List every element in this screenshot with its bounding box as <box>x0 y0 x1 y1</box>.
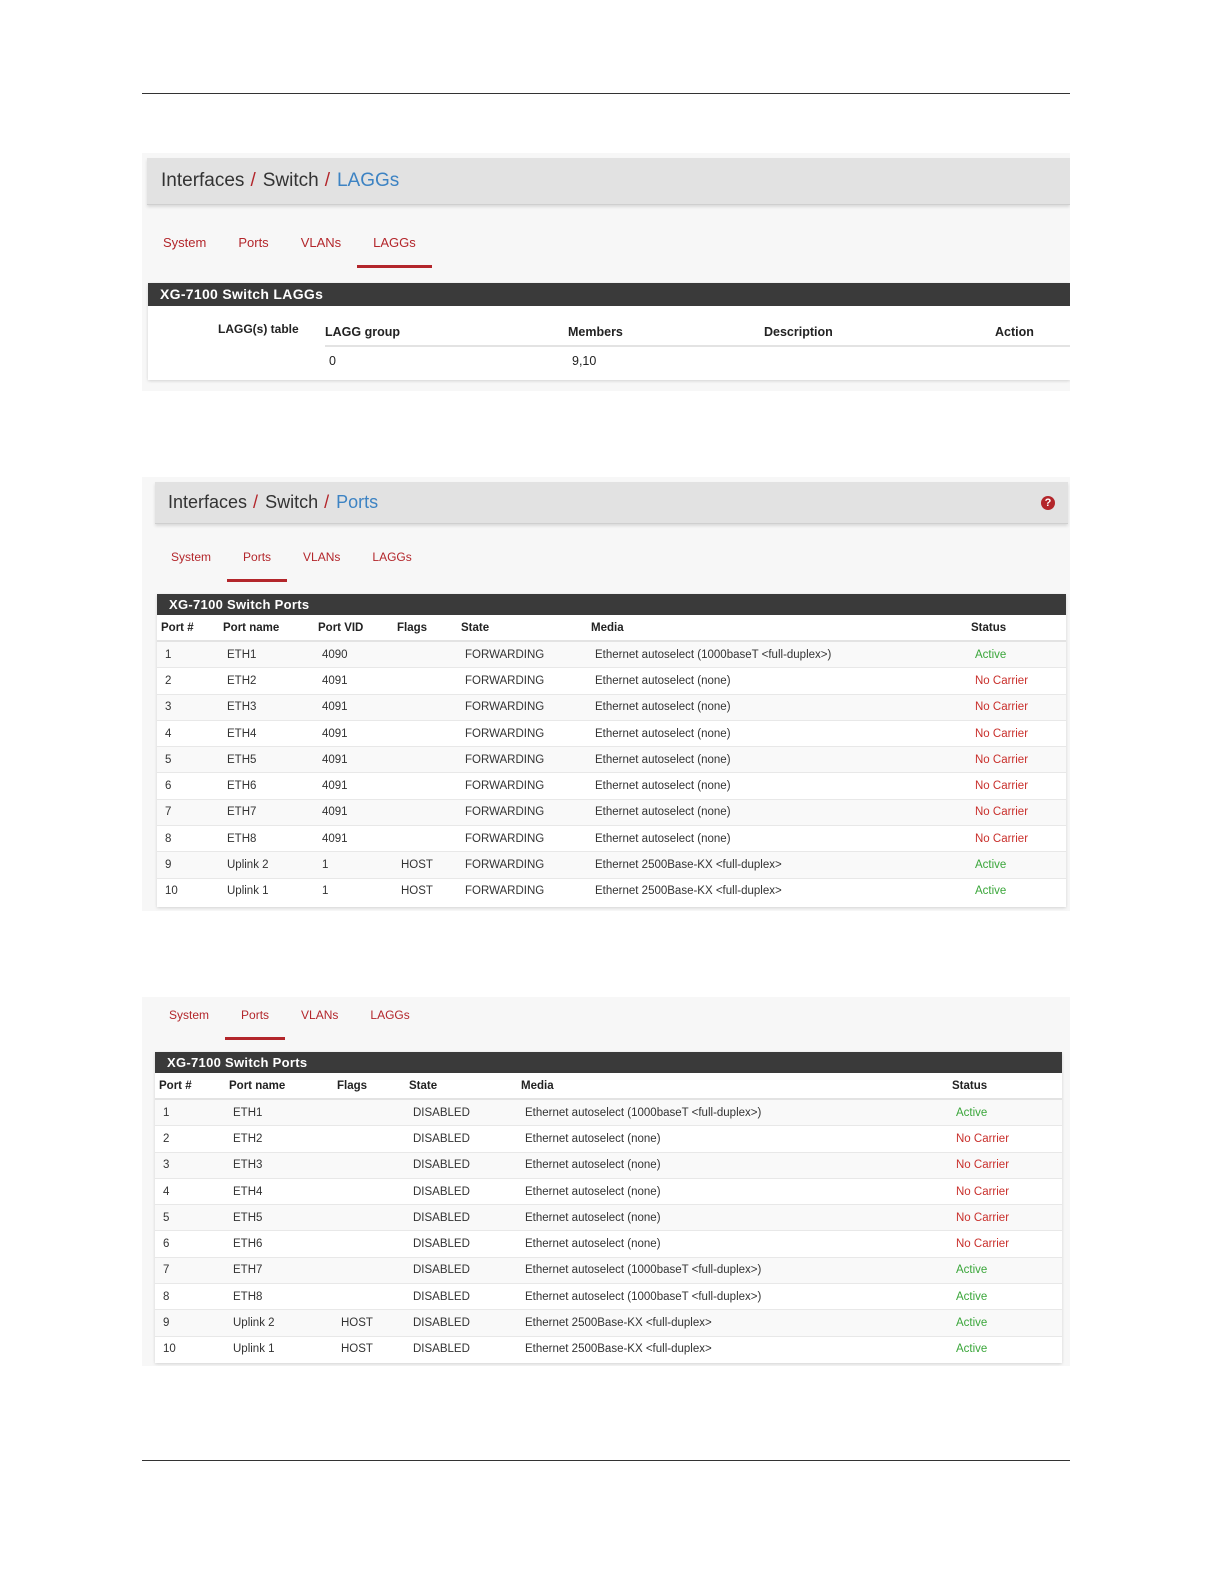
port-name-cell: ETH7 <box>225 1257 333 1283</box>
port-state-cell: DISABLED <box>405 1310 517 1336</box>
port-state-cell: DISABLED <box>405 1126 517 1152</box>
tab-system[interactable]: System <box>163 235 207 250</box>
port-status-cell: Active <box>948 1099 1062 1126</box>
table-row <box>157 852 1066 878</box>
question-circle-icon[interactable]: ? <box>1041 496 1055 510</box>
port-name-cell: Uplink 1 <box>219 878 314 904</box>
port-status-cell: No Carrier <box>948 1126 1062 1152</box>
lagg-action-cell <box>995 346 1070 375</box>
breadcrumb-switch[interactable]: Switch <box>262 170 319 191</box>
tab-bar <box>155 542 428 578</box>
port-port-cell: 5 <box>157 747 219 773</box>
port-name-cell: ETH5 <box>219 747 314 773</box>
port-flags-cell <box>333 1231 405 1257</box>
table-row <box>157 747 1066 773</box>
port-flags-cell: HOST <box>333 1336 405 1362</box>
table-row <box>155 1205 1062 1231</box>
breadcrumb-switch[interactable]: Switch <box>265 492 319 512</box>
tab-bar <box>147 228 432 264</box>
port-state-cell: FORWARDING <box>457 799 587 825</box>
port-state-cell: FORWARDING <box>457 852 587 878</box>
port-flags-cell: HOST <box>333 1310 405 1336</box>
port-port-cell: 8 <box>155 1284 225 1310</box>
port-port-cell: 1 <box>157 641 219 668</box>
tab-ports[interactable]: Ports <box>238 235 269 250</box>
table-row <box>155 1257 1062 1283</box>
port-flags-cell <box>393 641 457 668</box>
port-status-cell: No Carrier <box>967 799 1066 825</box>
col-members: Members <box>568 319 764 346</box>
port-media-cell: Ethernet autoselect (1000baseT <full-duplex>) <box>587 641 967 668</box>
breadcrumb <box>147 158 1070 205</box>
breadcrumb-separator: / <box>324 170 330 191</box>
port-media-cell: Ethernet autoselect (none) <box>517 1126 948 1152</box>
table-row <box>157 799 1066 825</box>
port-vid-cell: 4091 <box>314 773 393 799</box>
col-state: State <box>405 1073 517 1099</box>
port-port-cell: 10 <box>155 1336 225 1362</box>
ports-screenshot <box>142 477 1070 911</box>
port-state-cell: DISABLED <box>405 1231 517 1257</box>
port-media-cell: Ethernet autoselect (none) <box>517 1178 948 1204</box>
port-status-cell: Active <box>967 641 1066 668</box>
port-status-cell: Active <box>948 1284 1062 1310</box>
port-flags-cell <box>393 799 457 825</box>
tab-laggs[interactable]: LAGGs <box>357 228 432 264</box>
port-flags-cell <box>393 773 457 799</box>
port-status-cell: No Carrier <box>948 1205 1062 1231</box>
col-port-name: Port name <box>219 615 314 641</box>
port-state-cell: FORWARDING <box>457 694 587 720</box>
port-name-cell: ETH8 <box>225 1284 333 1310</box>
port-flags-cell <box>393 747 457 773</box>
port-port-cell: 6 <box>157 773 219 799</box>
port-port-cell: 4 <box>155 1178 225 1204</box>
port-media-cell: Ethernet 2500Base-KX <full-duplex> <box>587 878 967 904</box>
port-status-cell: Active <box>948 1336 1062 1362</box>
breadcrumb <box>155 482 1068 524</box>
port-media-cell: Ethernet autoselect (none) <box>587 720 967 746</box>
port-state-cell: FORWARDING <box>457 668 587 694</box>
port-flags-cell <box>333 1205 405 1231</box>
port-vid-cell: 4091 <box>314 720 393 746</box>
port-port-cell: 1 <box>155 1099 225 1126</box>
port-status-cell: No Carrier <box>948 1152 1062 1178</box>
port-flags-cell <box>333 1178 405 1204</box>
tab-ports[interactable]: Ports <box>227 542 287 578</box>
page-bottom-rule <box>142 1460 1070 1461</box>
tab-laggs[interactable]: LAGGs <box>372 550 412 564</box>
port-media-cell: Ethernet 2500Base-KX <full-duplex> <box>587 852 967 878</box>
port-name-cell: ETH4 <box>219 720 314 746</box>
port-state-cell: DISABLED <box>405 1205 517 1231</box>
port-state-cell: FORWARDING <box>457 720 587 746</box>
table-row <box>157 826 1066 852</box>
tab-vlans[interactable]: VLANs <box>300 235 342 250</box>
port-status-cell: No Carrier <box>967 668 1066 694</box>
lagg-table-label: LAGG(s) table <box>218 322 299 336</box>
port-name-cell: ETH3 <box>225 1152 333 1178</box>
port-port-cell: 10 <box>157 878 219 904</box>
port-name-cell: Uplink 2 <box>225 1310 333 1336</box>
port-flags-cell <box>333 1099 405 1126</box>
col-port-number: Port # <box>157 615 219 641</box>
table-row <box>155 1126 1062 1152</box>
table-row <box>155 1284 1062 1310</box>
port-state-cell: FORWARDING <box>457 773 587 799</box>
table-row <box>155 1336 1062 1362</box>
port-vid-cell: 1 <box>314 878 393 904</box>
table-row <box>155 1310 1062 1336</box>
port-state-cell: FORWARDING <box>457 747 587 773</box>
port-port-cell: 9 <box>157 852 219 878</box>
port-media-cell: Ethernet autoselect (none) <box>587 826 967 852</box>
port-flags-cell <box>333 1152 405 1178</box>
port-flags-cell <box>393 668 457 694</box>
port-name-cell: ETH1 <box>219 641 314 668</box>
port-media-cell: Ethernet autoselect (none) <box>587 799 967 825</box>
port-port-cell: 5 <box>155 1205 225 1231</box>
tab-bar <box>153 1000 426 1036</box>
port-status-cell: No Carrier <box>967 773 1066 799</box>
port-name-cell: Uplink 1 <box>225 1336 333 1362</box>
table-row <box>157 773 1066 799</box>
table-row <box>325 346 1070 375</box>
col-lagg-group: LAGG group <box>325 319 568 346</box>
port-state-cell: FORWARDING <box>457 878 587 904</box>
port-media-cell: Ethernet autoselect (1000baseT <full-duplex>) <box>517 1099 948 1126</box>
breadcrumb-separator: / <box>250 170 256 191</box>
port-state-cell: FORWARDING <box>457 641 587 668</box>
port-status-cell: Active <box>967 878 1066 904</box>
port-flags-cell: HOST <box>393 878 457 904</box>
tab-system[interactable]: System <box>171 550 212 564</box>
breadcrumb-interfaces[interactable]: Interfaces <box>168 492 248 512</box>
port-vid-cell: 4091 <box>314 747 393 773</box>
port-name-cell: ETH2 <box>219 668 314 694</box>
ports-disabled-screenshot <box>142 997 1070 1366</box>
port-media-cell: Ethernet autoselect (1000baseT <full-duplex>) <box>517 1257 948 1283</box>
table-row <box>155 1178 1062 1204</box>
port-state-cell: DISABLED <box>405 1257 517 1283</box>
port-status-cell: Active <box>967 852 1066 878</box>
port-vid-cell: 4091 <box>314 668 393 694</box>
lagg-members-cell: 9,10 <box>572 354 597 368</box>
port-status-cell: No Carrier <box>948 1178 1062 1204</box>
port-media-cell: Ethernet 2500Base-KX <full-duplex> <box>517 1336 948 1362</box>
port-port-cell: 9 <box>155 1310 225 1336</box>
ports-table <box>155 1073 1062 1362</box>
port-media-cell: Ethernet autoselect (none) <box>517 1231 948 1257</box>
port-status-cell: No Carrier <box>967 747 1066 773</box>
port-port-cell: 6 <box>155 1231 225 1257</box>
table-row <box>157 694 1066 720</box>
port-name-cell: ETH4 <box>225 1178 333 1204</box>
port-status-cell: No Carrier <box>948 1231 1062 1257</box>
port-vid-cell: 4091 <box>314 826 393 852</box>
port-port-cell: 7 <box>157 799 219 825</box>
port-vid-cell: 4090 <box>314 641 393 668</box>
col-flags: Flags <box>393 615 457 641</box>
col-port-vid: Port VID <box>314 615 393 641</box>
port-port-cell: 3 <box>157 694 219 720</box>
port-media-cell: Ethernet autoselect (none) <box>517 1152 948 1178</box>
col-status: Status <box>948 1073 1062 1099</box>
breadcrumb-current: LAGGs <box>336 170 400 191</box>
port-vid-cell: 4091 <box>314 694 393 720</box>
col-flags: Flags <box>333 1073 405 1099</box>
port-flags-cell <box>333 1257 405 1283</box>
port-flags-cell <box>393 694 457 720</box>
port-status-cell: Active <box>948 1257 1062 1283</box>
tab-vlans[interactable]: VLANs <box>301 1008 339 1022</box>
port-status-cell: Active <box>948 1310 1062 1336</box>
breadcrumb-separator: / <box>253 492 259 512</box>
table-row <box>155 1152 1062 1178</box>
port-status-cell: No Carrier <box>967 694 1066 720</box>
port-state-cell: DISABLED <box>405 1336 517 1362</box>
port-flags-cell: HOST <box>393 852 457 878</box>
port-name-cell: ETH8 <box>219 826 314 852</box>
port-port-cell: 4 <box>157 720 219 746</box>
table-row <box>157 878 1066 904</box>
col-state: State <box>457 615 587 641</box>
ports-table <box>157 615 1066 904</box>
port-vid-cell: 4091 <box>314 799 393 825</box>
port-flags-cell <box>393 826 457 852</box>
port-port-cell: 8 <box>157 826 219 852</box>
port-name-cell: ETH7 <box>219 799 314 825</box>
port-vid-cell: 1 <box>314 852 393 878</box>
port-media-cell: Ethernet autoselect (none) <box>587 668 967 694</box>
tab-laggs[interactable]: LAGGs <box>370 1008 410 1022</box>
tab-vlans[interactable]: VLANs <box>303 550 341 564</box>
port-state-cell: DISABLED <box>405 1284 517 1310</box>
port-state-cell: FORWARDING <box>457 826 587 852</box>
port-state-cell: DISABLED <box>405 1099 517 1126</box>
col-description: Description <box>764 319 995 346</box>
col-media: Media <box>517 1073 948 1099</box>
col-port-number: Port # <box>155 1073 225 1099</box>
port-media-cell: Ethernet autoselect (none) <box>587 694 967 720</box>
breadcrumb-separator: / <box>324 492 330 512</box>
lagg-screenshot <box>142 153 1070 391</box>
port-flags-cell <box>333 1284 405 1310</box>
table-row <box>157 720 1066 746</box>
port-media-cell: Ethernet autoselect (none) <box>587 773 967 799</box>
table-row <box>155 1099 1062 1126</box>
panel-title: XG-7100 Switch Ports <box>157 594 1066 615</box>
port-state-cell: DISABLED <box>405 1152 517 1178</box>
col-status: Status <box>967 615 1066 641</box>
port-name-cell: ETH1 <box>225 1099 333 1126</box>
breadcrumb-current: Ports <box>336 492 379 512</box>
port-flags-cell <box>333 1126 405 1152</box>
ports-panel <box>157 594 1066 907</box>
port-status-cell: No Carrier <box>967 826 1066 852</box>
port-status-cell: No Carrier <box>967 720 1066 746</box>
port-port-cell: 2 <box>155 1126 225 1152</box>
col-media: Media <box>587 615 967 641</box>
port-state-cell: DISABLED <box>405 1178 517 1204</box>
tab-system[interactable]: System <box>169 1008 210 1022</box>
lagg-table <box>325 319 1070 375</box>
panel-title: XG-7100 Switch Ports <box>155 1052 1062 1073</box>
col-action: Action <box>995 319 1070 346</box>
port-name-cell: ETH6 <box>219 773 314 799</box>
table-row <box>157 668 1066 694</box>
lagg-group-cell: 0 <box>329 354 336 368</box>
table-row <box>157 641 1066 668</box>
port-media-cell: Ethernet 2500Base-KX <full-duplex> <box>517 1310 948 1336</box>
port-media-cell: Ethernet autoselect (none) <box>587 747 967 773</box>
table-row <box>155 1231 1062 1257</box>
page-top-rule <box>142 93 1070 94</box>
port-name-cell: Uplink 2 <box>219 852 314 878</box>
port-name-cell: ETH2 <box>225 1126 333 1152</box>
port-port-cell: 7 <box>155 1257 225 1283</box>
port-port-cell: 2 <box>157 668 219 694</box>
tab-ports[interactable]: Ports <box>225 1000 285 1036</box>
breadcrumb-interfaces[interactable]: Interfaces <box>161 170 245 191</box>
port-name-cell: ETH3 <box>219 694 314 720</box>
lagg-panel <box>148 283 1070 380</box>
panel-title: XG-7100 Switch LAGGs <box>148 283 1070 306</box>
port-port-cell: 3 <box>155 1152 225 1178</box>
col-port-name: Port name <box>225 1073 333 1099</box>
lagg-description-cell <box>764 346 995 375</box>
port-media-cell: Ethernet autoselect (none) <box>517 1205 948 1231</box>
port-name-cell: ETH5 <box>225 1205 333 1231</box>
ports-panel <box>155 1052 1062 1363</box>
port-media-cell: Ethernet autoselect (1000baseT <full-duplex>) <box>517 1284 948 1310</box>
port-name-cell: ETH6 <box>225 1231 333 1257</box>
port-flags-cell <box>393 720 457 746</box>
